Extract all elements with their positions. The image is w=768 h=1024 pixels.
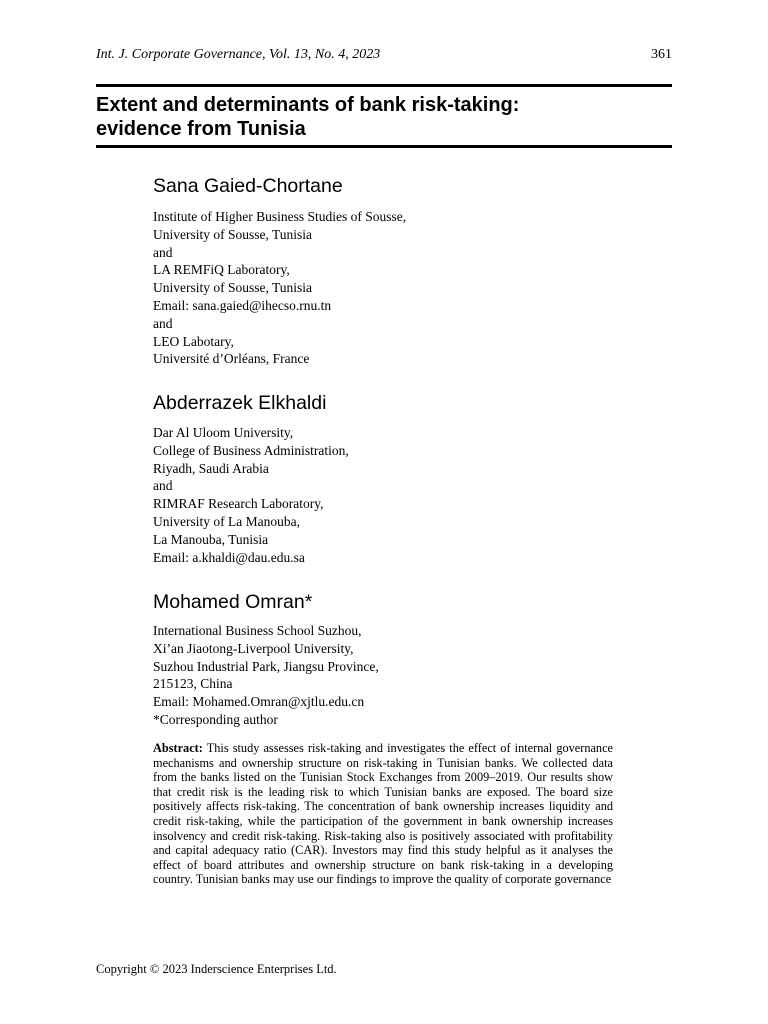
- affiliation-line: Université d’Orléans, France: [153, 351, 310, 367]
- author-email: Email: Mohamed.Omran@xjtlu.edu.cn: [153, 694, 365, 710]
- affiliation-line: LEO Labotary,: [153, 333, 234, 349]
- author-email: Email: a.khaldi@dau.edu.sa: [153, 549, 305, 565]
- running-header: [96, 47, 672, 67]
- author-name-3: Mohamed Omran*: [153, 591, 313, 613]
- affiliation-line: LA REMFiQ Laboratory,: [153, 262, 290, 278]
- affiliation-line: and: [153, 244, 173, 260]
- author-email: Email: sana.gaied@ihecso.rnu.tn: [153, 297, 332, 313]
- title-line-2: evidence from Tunisia: [96, 118, 306, 140]
- paper-title: [96, 93, 672, 141]
- affiliation-line: 215123, China: [153, 676, 233, 692]
- affiliation-line: International Business School Suzhou,: [153, 623, 362, 638]
- title-line-1: Extent and determinants of bank risk-taking:: [96, 94, 520, 116]
- affiliation-line: Dar Al Uloom University,: [153, 425, 294, 440]
- affiliation-line: University of La Manouba,: [153, 513, 300, 529]
- affiliation-line: University of Sousse, Tunisia: [153, 280, 313, 296]
- affiliation-line: Suzhou Industrial Park, Jiangsu Province,: [153, 658, 379, 674]
- affiliation-line: RIMRAF Research Laboratory,: [153, 496, 324, 512]
- author-affiliation-3: [153, 622, 673, 729]
- author-affiliation-1: [153, 208, 673, 368]
- abstract-text: This study assesses risk-taking and investigates the effect of internal governance mechanisms and ownership structure on risk-taking in Tunisian banks. We collected data from the banks listed on the Tunisian Stock Exchanges from 2009–2019. Our results show that credit risk is the leading risk to which Tunisian banks are exposed. The board size positively affects risk-taking. The concentration of bank ownership increases liquidity and credit risk-taking, while the participation of the government in bank ownership increases insolvency and credit risk-taking. Risk-taking also is positively associated with profitability and capital adequacy ratio (CAR). Investors may find this study helpful as it analyses the effect of board attributes and ownership structure on bank risk-taking in a developing country. Tunisian banks may use our findings to improve the quality of corporate governance: [153, 741, 613, 887]
- page-number: 361: [651, 47, 672, 62]
- affiliation-line: and: [153, 315, 173, 331]
- affiliation-line: College of Business Administration,: [153, 442, 349, 458]
- author-affiliation-2: [153, 424, 673, 566]
- affiliation-line: Riyadh, Saudi Arabia: [153, 460, 269, 476]
- affiliation-line: Xi’an Jiaotong-Liverpool University,: [153, 640, 354, 656]
- corresponding-author-note: *Corresponding author: [153, 711, 278, 727]
- affiliation-line: La Manouba, Tunisia: [153, 531, 269, 547]
- author-name-1: Sana Gaied-Chortane: [153, 175, 343, 197]
- copyright-footer: Copyright © 2023 Inderscience Enterprises Ltd.: [96, 962, 337, 976]
- title-block: [96, 84, 672, 148]
- affiliation-line: Institute of Higher Business Studies of Sousse,: [153, 209, 407, 224]
- author-name-2: Abderrazek Elkhaldi: [153, 392, 327, 414]
- abstract-label: Abstract:: [153, 741, 203, 755]
- abstract: [153, 741, 613, 887]
- affiliation-line: and: [153, 478, 173, 494]
- affiliation-line: University of Sousse, Tunisia: [153, 226, 313, 242]
- journal-citation: Int. J. Corporate Governance, Vol. 13, No. 4, 2023: [96, 47, 381, 62]
